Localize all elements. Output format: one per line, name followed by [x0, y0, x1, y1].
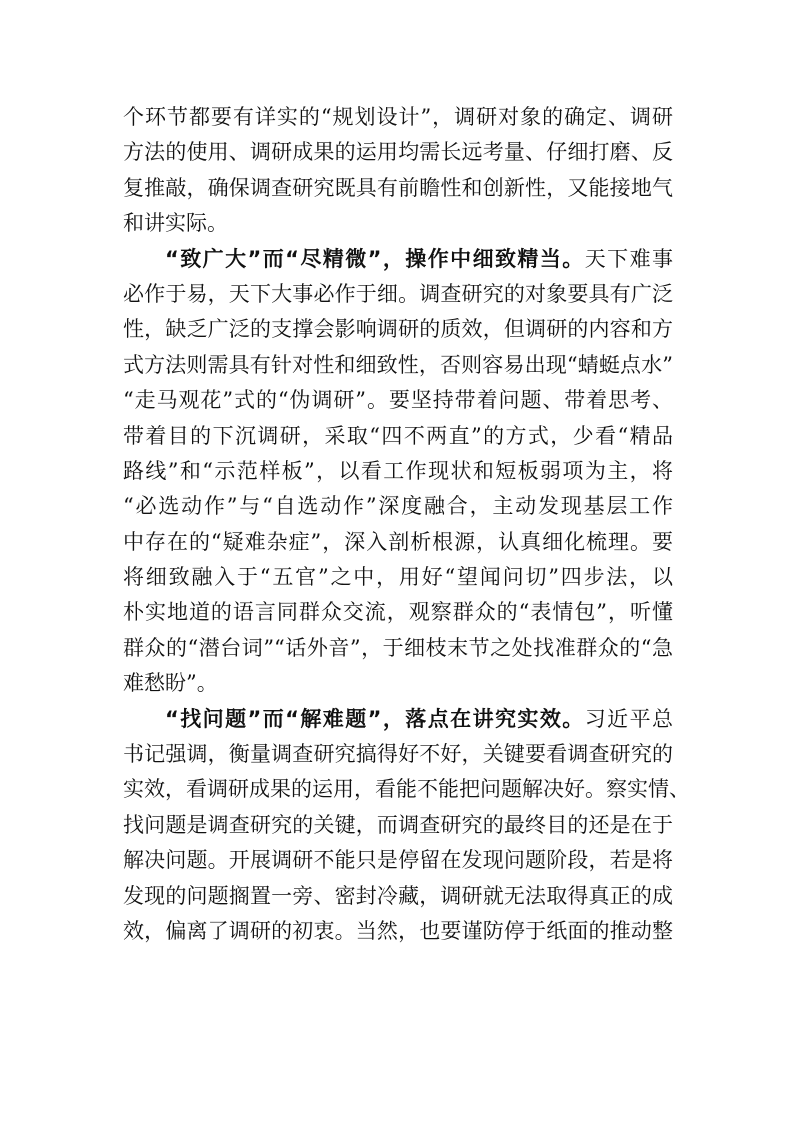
text-line: “必选动作”与“自选动作”深度融合，主动发现基层工作 [123, 494, 673, 519]
text-line: 群众的“潜台词”“话外音”，于细枝末节之处找准群众的“急 [123, 635, 673, 660]
text-line: 带着目的下沉调研，采取“四不两直”的方式，少看“精品 [123, 423, 673, 448]
text-line: 实效，看调研成果的运用，看能不能把问题解决好。察实情、 [123, 777, 690, 802]
text-line: 必作于易，天下大事必作于细。调查研究的对象要具有广泛 [123, 281, 673, 306]
text-line [123, 242, 673, 277]
text-line: 式方法则需具有针对性和细致性，否则容易出现“蜻蜓点水” [123, 352, 673, 377]
text-line: 个环节都要有详实的“规划设计”，调研对象的确定、调研 [123, 105, 673, 129]
text-line: 将细致融入于“五官”之中，用好“望闻问切”四步法，以 [123, 565, 673, 590]
text-span: 天下难事 [584, 246, 673, 271]
paragraph-3 [123, 702, 690, 950]
text-line: 朴实地道的语言同群众交流，观察群众的“表情包”，听懂 [123, 600, 673, 625]
text-line: 效，偏离了调研的初衷。当然，也要谨防停于纸面的推动整 [123, 918, 673, 943]
paragraph-heading: “找问题”而“解难题”，落点在讲究实效。 [165, 706, 585, 731]
document-page [123, 100, 690, 949]
text-line: 和讲实际。 [123, 211, 228, 236]
paragraph-heading: “致广大”而“尽精微”，操作中细致精当。 [165, 246, 585, 271]
text-line: 难愁盼”。 [123, 671, 218, 696]
text-line: 书记强调，衡量调查研究搞得好不好，关键要看调查研究的 [123, 742, 673, 767]
text-line: 路线”和“示范样板”，以看工作现状和短板弱项为主，将 [123, 458, 673, 483]
text-line: 方法的使用、调研成果的运用均需长远考量、仔细打磨、反 [123, 140, 673, 165]
text-line: 性，缺乏广泛的支撑会影响调研的质效，但调研的内容和方 [123, 317, 673, 342]
text-line [123, 702, 673, 737]
paragraph-1 [123, 100, 673, 242]
text-line: 中存在的“疑难杂症”，深入剖析根源，认真细化梳理。要 [123, 529, 673, 554]
paragraph-2 [123, 242, 673, 702]
text-line: 解决问题。开展调研不能只是停留在发现问题阶段，若是将 [123, 848, 673, 873]
text-line: 复推敲，确保调查研究既具有前瞻性和创新性，又能接地气 [123, 175, 673, 200]
text-span: 习近平总 [584, 706, 673, 731]
text-line: “走马观花”式的“伪调研”。要坚持带着问题、带着思考、 [123, 388, 673, 413]
text-line: 找问题是调查研究的关键，而调查研究的最终目的还是在于 [123, 812, 673, 837]
text-line: 发现的问题搁置一旁、密封冷藏，调研就无法取得真正的成 [123, 883, 673, 908]
